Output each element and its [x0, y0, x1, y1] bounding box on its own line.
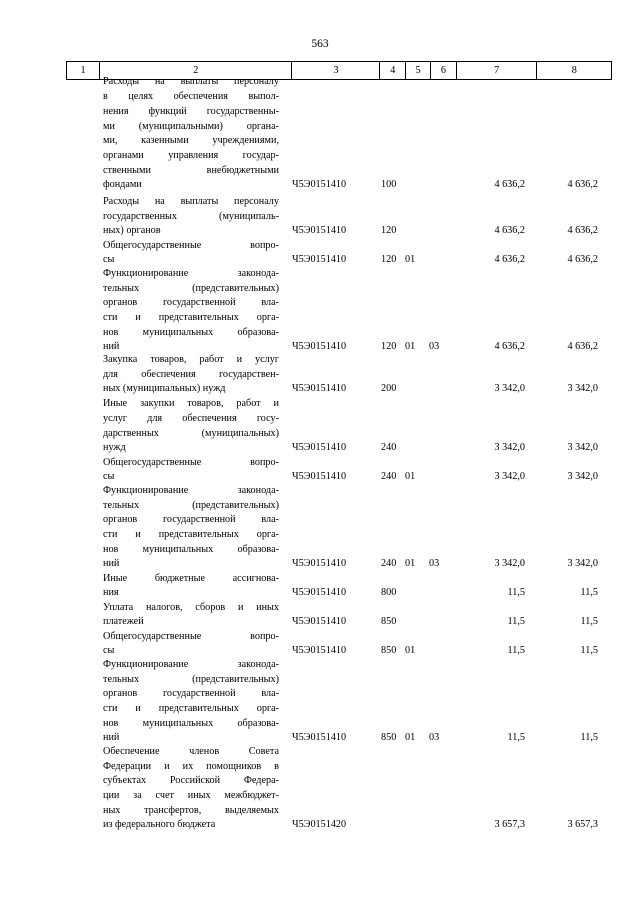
- amount-col-8: 11,5: [580, 645, 598, 657]
- row-name-line: дарственных (муниципальных): [103, 427, 279, 439]
- target-article-code: Ч5Э0151410: [292, 179, 347, 191]
- column-number-6: 6: [430, 62, 456, 80]
- column-number-8: 8: [537, 62, 612, 80]
- row-name-line: Функционирование законода-: [103, 267, 279, 279]
- amount-col-8: 4 636,2: [567, 341, 598, 353]
- target-article-code: Ч5Э0151410: [292, 225, 347, 237]
- section-code: 01: [405, 471, 416, 483]
- amount-col-7: 4 636,2: [494, 341, 525, 353]
- row-name-line: сы: [103, 645, 115, 657]
- row-name-line: Общегосударственные вопро-: [103, 630, 279, 642]
- amount-col-7: 4 636,2: [494, 179, 525, 191]
- row-name-line: ний: [103, 558, 120, 570]
- row-name-line: из федерального бюджета: [103, 819, 216, 831]
- subsection-code: 03: [429, 341, 440, 353]
- amount-col-8: 11,5: [580, 616, 598, 628]
- row-name-line: Уплата налогов, сборов и иных: [103, 601, 279, 613]
- table-row: [0, 239, 640, 268]
- column-number-1: 1: [67, 62, 100, 80]
- row-name-line: фондами: [103, 179, 142, 191]
- row-name-line: сы: [103, 254, 115, 266]
- row-name-line: услуг для обеспечения госу-: [103, 412, 279, 424]
- amount-col-7: 4 636,2: [494, 254, 525, 266]
- row-name: [103, 267, 279, 355]
- table-row: [0, 572, 640, 601]
- amount-col-7: 11,5: [507, 616, 525, 628]
- table-row: [0, 745, 640, 833]
- row-name-line: сы: [103, 471, 115, 483]
- subsection-code: 03: [429, 558, 440, 570]
- row-name-line: ний: [103, 341, 120, 353]
- amount-col-8: 3 342,0: [567, 442, 598, 454]
- row-name-line: ми, казенными учреждениями,: [103, 135, 279, 147]
- amount-col-8: 3 342,0: [567, 558, 598, 570]
- row-name-line: Обеспечение членов Совета: [103, 745, 279, 757]
- amount-col-8: 11,5: [580, 587, 598, 599]
- page-number: 563: [311, 38, 329, 50]
- row-name-line: ний: [103, 732, 120, 744]
- row-name-line: нения функций государственны-: [103, 105, 279, 117]
- expense-type-code: 240: [381, 442, 397, 454]
- row-name-line: Закупка товаров, работ и услуг: [103, 353, 279, 365]
- table-row: [0, 456, 640, 485]
- row-name-line: сти и представительных орга-: [103, 311, 279, 323]
- table-row: [0, 630, 640, 659]
- row-name: [103, 456, 279, 485]
- target-article-code: Ч5Э0151420: [292, 819, 347, 831]
- amount-col-8: 3 342,0: [567, 471, 598, 483]
- column-number-7: 7: [456, 62, 537, 80]
- target-article-code: Ч5Э0151410: [292, 645, 347, 657]
- row-name: [103, 239, 279, 268]
- row-name-line: нужд: [103, 442, 126, 454]
- table-row: [0, 75, 640, 193]
- expense-type-code: 240: [381, 558, 397, 570]
- row-name: [103, 601, 279, 630]
- expense-type-code: 800: [381, 587, 397, 599]
- amount-col-7: 3 657,3: [494, 819, 525, 831]
- row-name-line: органов государственной вла-: [103, 514, 279, 526]
- row-name: [103, 353, 279, 397]
- row-name-line: органов государственной вла-: [103, 688, 279, 700]
- row-name-line: тельных (представительных): [103, 673, 279, 685]
- expense-type-code: 850: [381, 645, 397, 657]
- table-row: [0, 601, 640, 630]
- column-number-4: 4: [380, 62, 406, 80]
- amount-col-8: 4 636,2: [567, 254, 598, 266]
- amount-col-7: 11,5: [507, 645, 525, 657]
- expense-type-code: 850: [381, 732, 397, 744]
- amount-col-7: 4 636,2: [494, 225, 525, 237]
- target-article-code: Ч5Э0151410: [292, 341, 347, 353]
- column-number-5: 5: [406, 62, 431, 80]
- row-name-line: нов муниципальных образова-: [103, 326, 279, 338]
- table-row: [0, 195, 640, 239]
- row-name: [103, 572, 279, 601]
- amount-col-8: 4 636,2: [567, 225, 598, 237]
- row-name-line: для обеспечения государствен-: [103, 368, 279, 380]
- row-name-line: ных) органов: [103, 225, 161, 237]
- row-name-line: ми (муниципальными) органа-: [103, 120, 279, 132]
- column-number-2: 2: [100, 62, 292, 80]
- row-name-line: сти и представительных орга-: [103, 702, 279, 714]
- expense-type-code: 850: [381, 616, 397, 628]
- row-name: [103, 658, 279, 746]
- row-name: [103, 195, 279, 239]
- expense-type-code: 120: [381, 254, 397, 266]
- row-name-line: государственных (муниципаль-: [103, 210, 279, 222]
- target-article-code: Ч5Э0151410: [292, 383, 347, 395]
- expense-type-code: 120: [381, 341, 397, 353]
- target-article-code: Ч5Э0151410: [292, 732, 347, 744]
- target-article-code: Ч5Э0151410: [292, 471, 347, 483]
- target-article-code: Ч5Э0151410: [292, 616, 347, 628]
- section-code: 01: [405, 341, 416, 353]
- column-number-3: 3: [292, 62, 380, 80]
- amount-col-7: 3 342,0: [494, 383, 525, 395]
- row-name: [103, 75, 279, 193]
- row-name-line: сти и представительных орга-: [103, 528, 279, 540]
- row-name-line: Функционирование законода-: [103, 484, 279, 496]
- row-name-line: платежей: [103, 616, 144, 628]
- row-name-line: Расходы на выплаты персоналу: [103, 195, 279, 207]
- amount-col-7: 3 342,0: [494, 442, 525, 454]
- row-name-line: нов муниципальных образова-: [103, 717, 279, 729]
- table-row: [0, 267, 640, 355]
- expense-type-code: 100: [381, 179, 397, 191]
- row-name-line: ния: [103, 587, 119, 599]
- row-name-line: тельных (представительных): [103, 499, 279, 511]
- amount-col-8: 11,5: [580, 732, 598, 744]
- amount-col-8: 3 657,3: [567, 819, 598, 831]
- row-name-line: в целях обеспечения выпол-: [103, 91, 279, 103]
- row-name: [103, 745, 279, 833]
- row-name-line: органами управления государ-: [103, 149, 279, 161]
- target-article-code: Ч5Э0151410: [292, 254, 347, 266]
- table-row: [0, 484, 640, 572]
- target-article-code: Ч5Э0151410: [292, 587, 347, 599]
- row-name-line: субъектах Российской Федера-: [103, 775, 279, 787]
- expense-type-code: 120: [381, 225, 397, 237]
- row-name-line: ных трансфертов, выделяемых: [103, 804, 279, 816]
- row-name-line: Федерации и их помощников в: [103, 760, 279, 772]
- row-name-line: ции за счет иных межбюджет-: [103, 789, 279, 801]
- amount-col-8: 3 342,0: [567, 383, 598, 395]
- target-article-code: Ч5Э0151410: [292, 442, 347, 454]
- row-name-line: ственными внебюджетными: [103, 164, 279, 176]
- amount-col-7: 3 342,0: [494, 558, 525, 570]
- row-name-line: нов муниципальных образова-: [103, 543, 279, 555]
- amount-col-7: 11,5: [507, 732, 525, 744]
- row-name-line: Иные закупки товаров, работ и: [103, 398, 279, 410]
- target-article-code: Ч5Э0151410: [292, 558, 347, 570]
- row-name-line: ных (муниципальных) нужд: [103, 383, 226, 395]
- section-code: 01: [405, 645, 416, 657]
- row-name: [103, 397, 279, 456]
- amount-col-7: 11,5: [507, 587, 525, 599]
- row-name-line: Расходы на выплаты персоналу: [103, 76, 279, 88]
- amount-col-7: 3 342,0: [494, 471, 525, 483]
- subsection-code: 03: [429, 732, 440, 744]
- expense-type-code: 200: [381, 383, 397, 395]
- section-code: 01: [405, 558, 416, 570]
- expense-type-code: 240: [381, 471, 397, 483]
- section-code: 01: [405, 732, 416, 744]
- row-name-line: Иные бюджетные ассигнова-: [103, 572, 279, 584]
- row-name-line: Общегосударственные вопро-: [103, 456, 279, 468]
- row-name-line: Общегосударственные вопро-: [103, 239, 279, 251]
- table-row: [0, 353, 640, 397]
- amount-col-8: 4 636,2: [567, 179, 598, 191]
- row-name-line: тельных (представительных): [103, 282, 279, 294]
- table-row: [0, 397, 640, 456]
- table-row: [0, 658, 640, 746]
- section-code: 01: [405, 254, 416, 266]
- row-name: [103, 484, 279, 572]
- row-name: [103, 630, 279, 659]
- row-name-line: органов государственной вла-: [103, 297, 279, 309]
- row-name-line: Функционирование законода-: [103, 658, 279, 670]
